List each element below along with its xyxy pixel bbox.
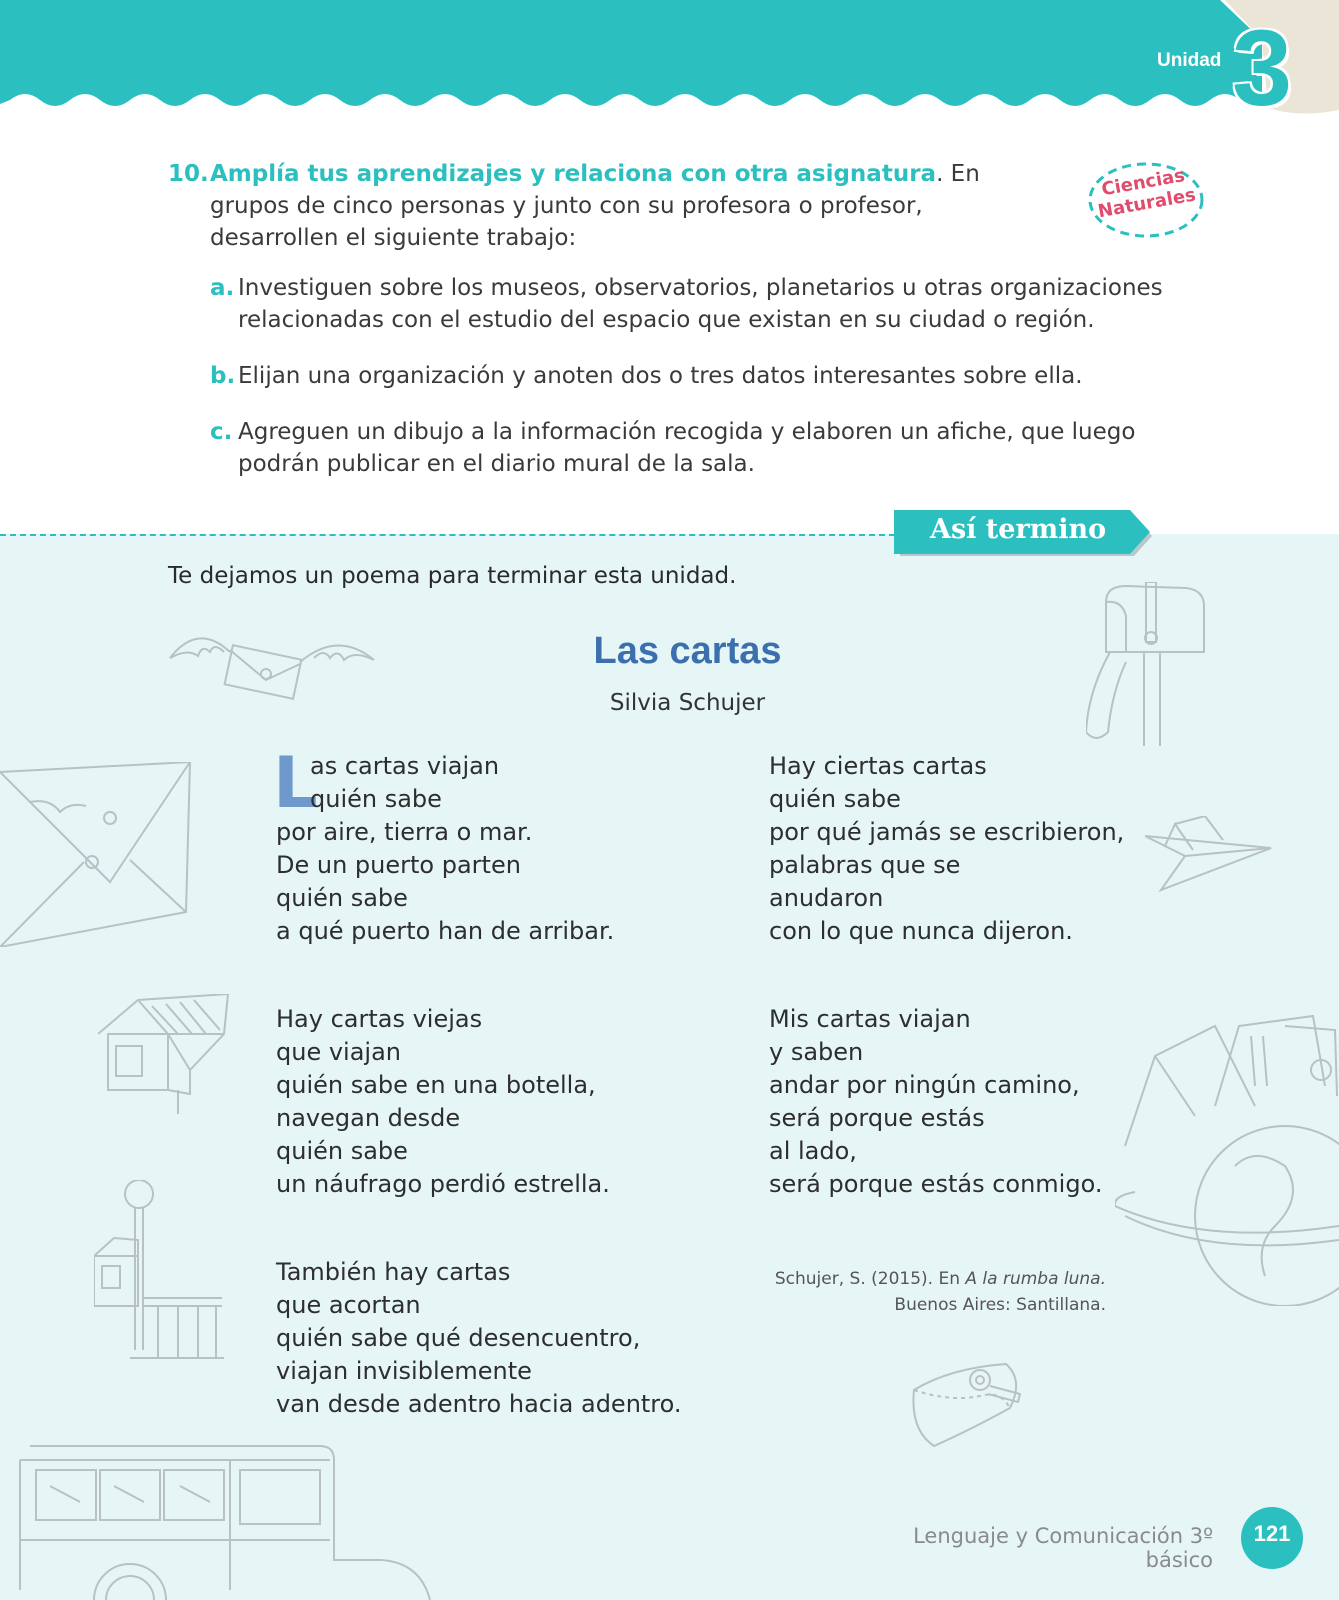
- activity-item-b: [210, 360, 1200, 392]
- street-lamp-mailbox-icon: [94, 1180, 224, 1360]
- poem-title: Las cartas: [593, 630, 782, 672]
- envelope-icon: [0, 762, 195, 947]
- item-text: Investiguen sobre los museos, observatorios, planetarios u otras organizaciones relacionadas con el estudio del espacio que existan en su ciudad o región.: [238, 275, 1163, 333]
- poem-line: quién sabe: [310, 785, 442, 813]
- item-text: Agreguen un dibujo a la información recogida y elaboren un afiche, que luego podrán publicar en el diario mural de la sala.: [238, 419, 1136, 477]
- drop-cap: L: [273, 742, 318, 824]
- poem-line: anudaron: [769, 884, 884, 912]
- stanza-5: [769, 1003, 1102, 1201]
- subject-badge-label: Ciencias Naturales: [1096, 165, 1198, 223]
- poem-line: será porque estás: [769, 1104, 985, 1132]
- header-band: [0, 0, 1339, 130]
- citation-book: A la rumba luna.: [965, 1269, 1106, 1289]
- poem-line: navegan desde: [276, 1104, 461, 1132]
- stanza-4: [769, 750, 1124, 948]
- poem-line: Mis cartas viajan: [769, 1005, 971, 1033]
- poem-line: quién sabe en una botella,: [276, 1071, 596, 1099]
- stanza-1: [276, 750, 614, 948]
- poem-line: a qué puerto han de arribar.: [276, 917, 615, 945]
- item-letter: a.: [210, 275, 235, 301]
- poem-line: por aire, tierra o mar.: [276, 818, 533, 846]
- activity-title: Amplía tus aprendizajes y relaciona con otra asignatura: [210, 161, 937, 187]
- poem-line: Hay cartas viejas: [276, 1005, 483, 1033]
- poem-line: De un puerto parten: [276, 851, 521, 879]
- item-letter: c.: [210, 419, 233, 445]
- activity-item-a: [210, 272, 1200, 336]
- bus-icon: [0, 1440, 440, 1600]
- citation-publisher: Buenos Aires: Santillana.: [894, 1295, 1106, 1315]
- mailbox-icon: [1086, 582, 1216, 752]
- stanza-2: [276, 1003, 610, 1201]
- poem-line: un náufrago perdió estrella.: [276, 1170, 610, 1198]
- poem-line: al lado,: [769, 1137, 857, 1165]
- poem-line: quién sabe: [769, 785, 901, 813]
- poem-line: quién sabe: [276, 884, 408, 912]
- item-text: Elijan una organización y anoten dos o tres datos interesantes sobre ella.: [238, 363, 1083, 389]
- poem-line: palabras que se: [769, 851, 961, 879]
- stanza-3: [276, 1256, 682, 1421]
- poem-line: por qué jamás se escribieron,: [769, 818, 1125, 846]
- poem-line: van desde adentro hacia adentro.: [276, 1390, 682, 1418]
- item-letter: b.: [210, 363, 236, 389]
- winged-envelope-icon: [168, 622, 378, 702]
- page-number: 121: [1253, 1521, 1291, 1546]
- poem-line: quién sabe qué desencuentro,: [276, 1324, 641, 1352]
- citation-prefix: Schujer, S. (2015). En: [774, 1269, 966, 1289]
- birdhouse-mailbox-icon: [98, 994, 233, 1119]
- citation: [740, 1266, 1106, 1318]
- activity-number: 10.: [168, 161, 209, 187]
- section-divider: [0, 534, 895, 536]
- activity-instructions: [210, 158, 1040, 254]
- poem-line: y saben: [769, 1038, 864, 1066]
- poem-line: será porque estás conmigo.: [769, 1170, 1103, 1198]
- poem-line: quién sabe: [276, 1137, 408, 1165]
- purse-icon: [910, 1350, 1030, 1450]
- unit-number: 3: [1232, 7, 1293, 128]
- poem-author: Silvia Schujer: [609, 690, 766, 716]
- poem-line: que viajan: [276, 1038, 402, 1066]
- poem-line: Hay ciertas cartas: [769, 752, 987, 780]
- poem-line: que acortan: [276, 1291, 421, 1319]
- paper-plane-icon: [1145, 816, 1275, 896]
- section-tab-label: Así termino: [930, 514, 1107, 545]
- unit-label: Unidad: [1157, 50, 1222, 71]
- activity-item-c: [210, 416, 1200, 480]
- poem-line: con lo que nunca dijeron.: [769, 917, 1073, 945]
- activity-10: [168, 158, 1208, 477]
- poem-line: viajan invisiblemente: [276, 1357, 532, 1385]
- poem-line: andar por ningún camino,: [769, 1071, 1080, 1099]
- globe-letters-icon: [1115, 996, 1339, 1306]
- footer-book-title: Lenguaje y Comunicación 3º básico: [913, 1524, 1213, 1572]
- activity-intro: . En grupos de cinco personas y junto con su profesora o profesor, desarrollen el siguiente trabajo:: [210, 161, 980, 251]
- poem-line: También hay cartas: [276, 1258, 511, 1286]
- poem-line: as cartas viajan: [310, 752, 500, 780]
- section-intro: Te dejamos un poema para terminar esta unidad.: [168, 563, 737, 589]
